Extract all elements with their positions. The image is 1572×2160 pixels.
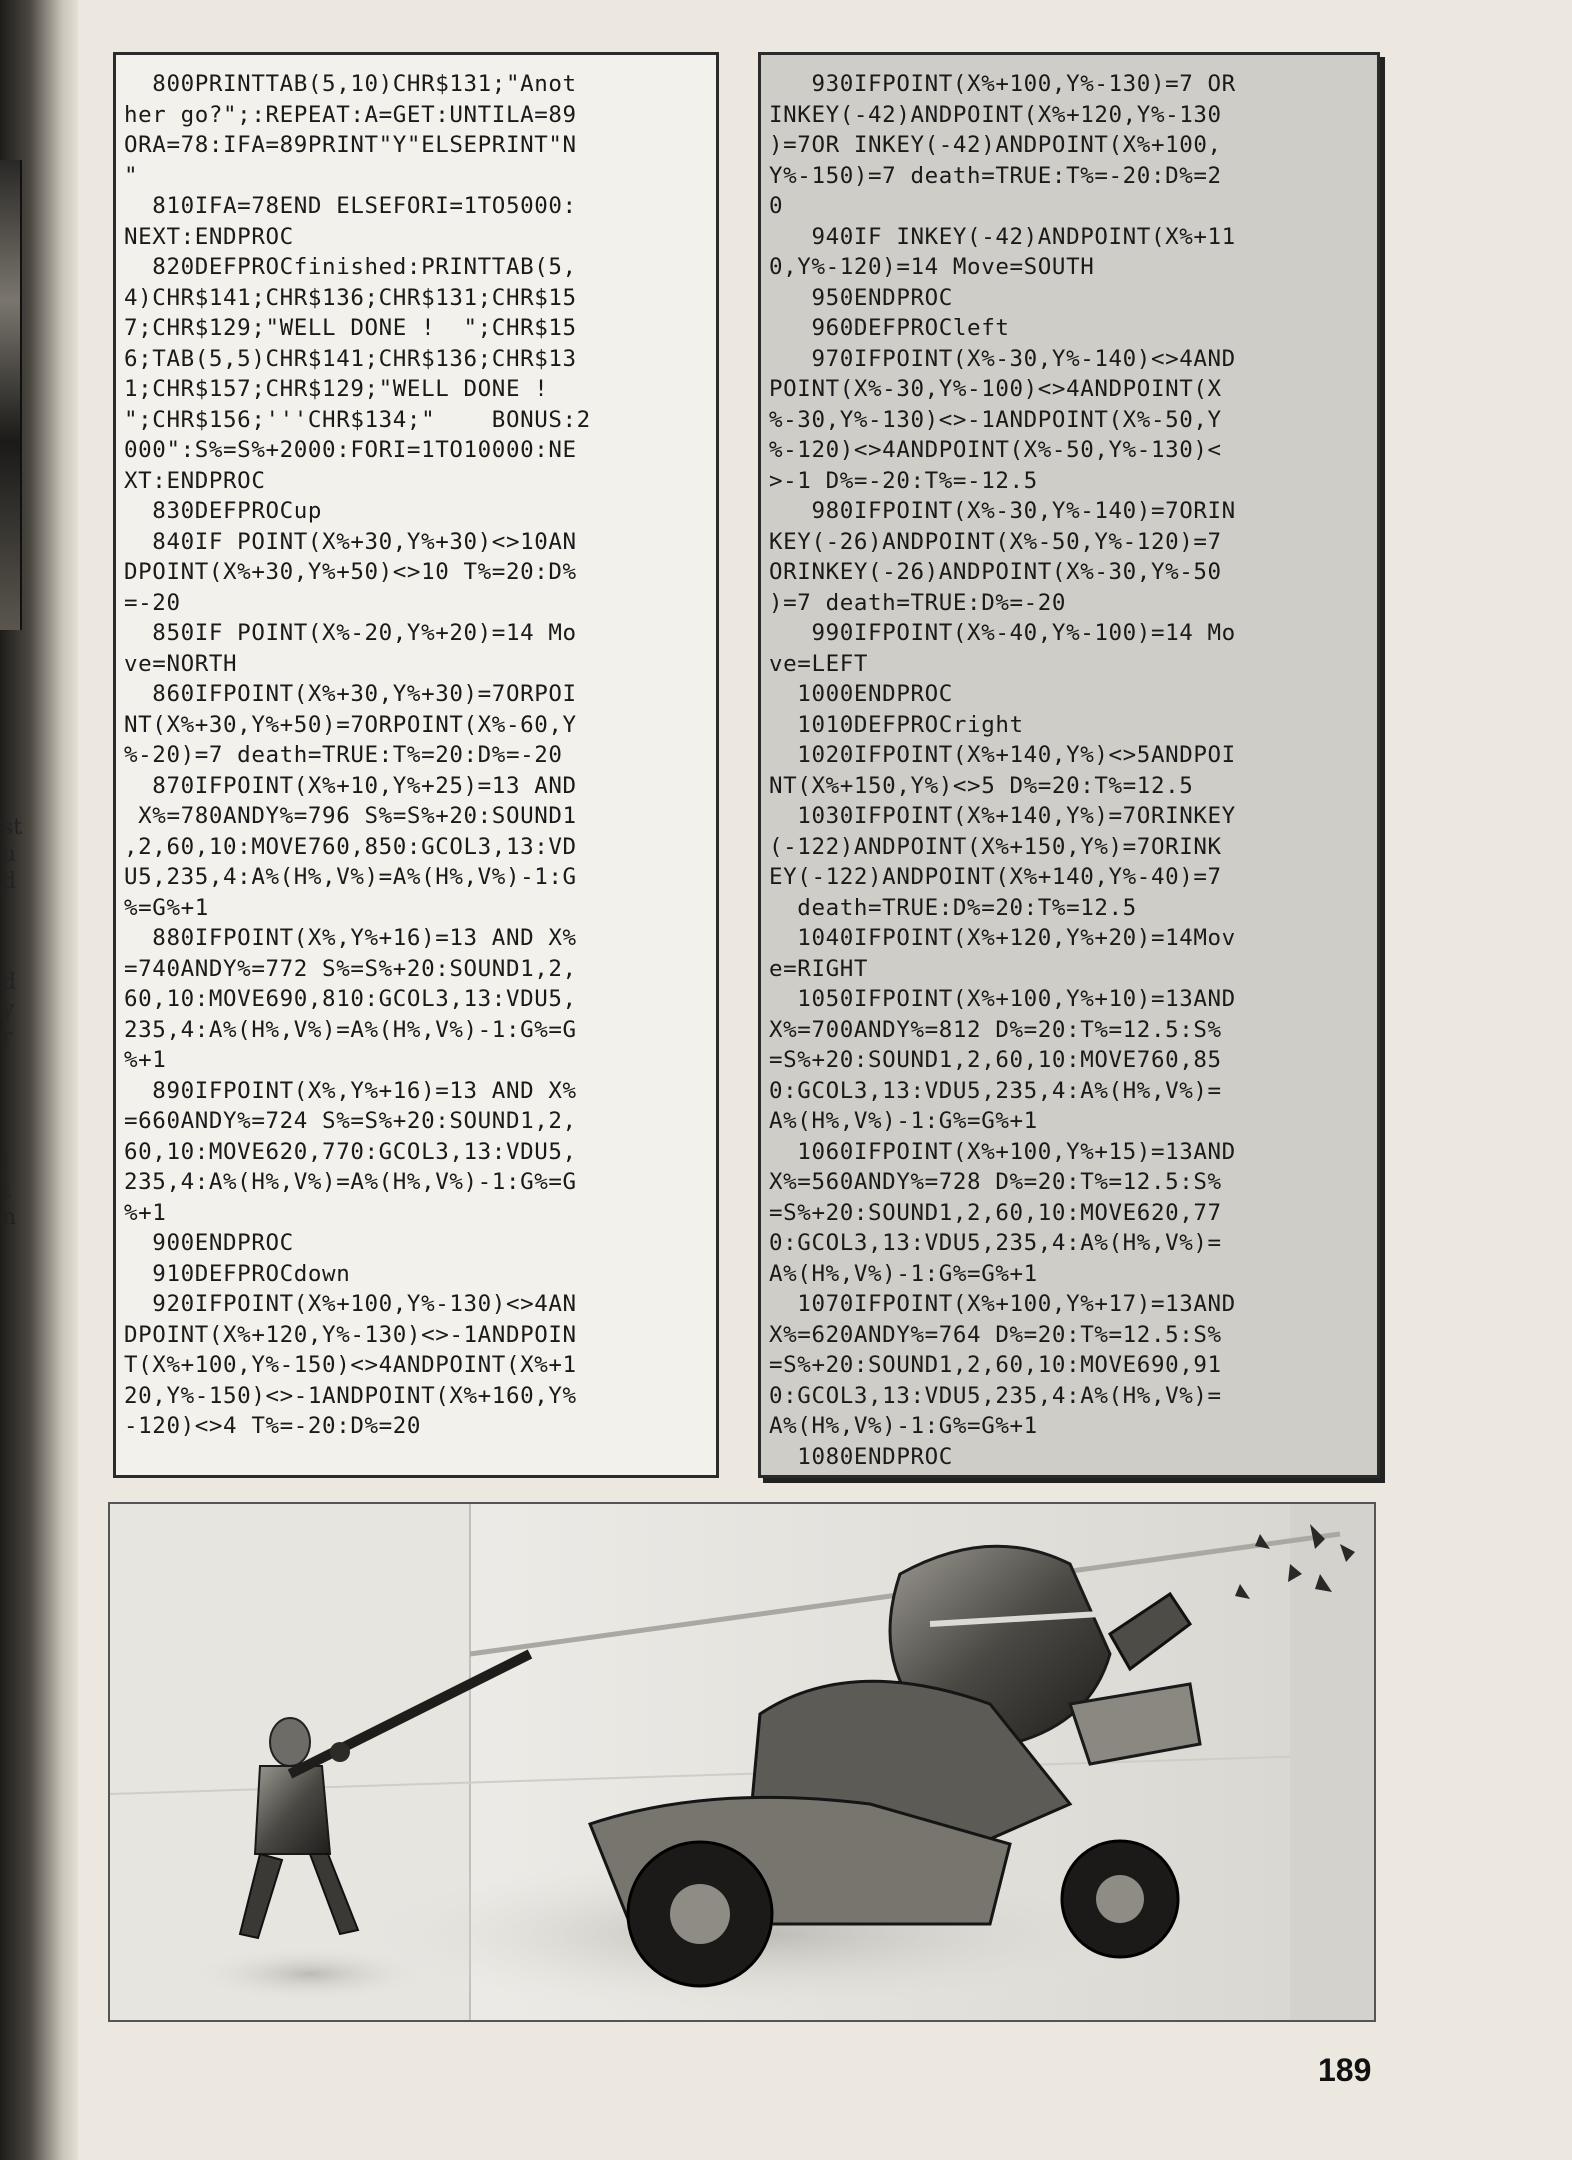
- right-code-line: 1040IFPOINT(X%+120,Y%+20)=14Mov: [769, 925, 1236, 951]
- right-code-line: 940IF INKEY(-42)ANDPOINT(X%+11: [769, 223, 1236, 250]
- right-code-line: 950ENDPROC: [769, 284, 953, 311]
- right-code-line: 1080ENDPROC: [769, 1443, 953, 1470]
- left-code-line: X%=780ANDY%=796 S%=S%+20:SOUND1: [124, 803, 577, 829]
- left-code-line: ,2,60,10:MOVE760,850:GCOL3,13:VD: [124, 833, 577, 860]
- right-code-line: Y%-150)=7 death=TRUE:T%=-20:D%=2: [769, 162, 1222, 189]
- right-code-line: 990IFPOINT(X%-40,Y%-100)=14 Mo: [769, 620, 1236, 646]
- left-code-line: U5,235,4:A%(H%,V%)=A%(H%,V%)-1:G: [124, 864, 577, 890]
- right-code-line: ORINKEY(-26)ANDPOINT(X%-30,Y%-50: [769, 559, 1222, 585]
- left-code-line: %=G%+1: [124, 894, 209, 921]
- left-code-line: ORA=78:IFA=89PRINT"Y"ELSEPRINT"N: [124, 132, 577, 158]
- right-code-line: NT(X%+150,Y%)<>5 D%=20:T%=12.5: [769, 772, 1194, 799]
- left-code-line: ";CHR$156;'''CHR$134;" BONUS:2: [124, 406, 591, 433]
- left-code-line: 870IFPOINT(X%+10,Y%+25)=13 AND: [124, 772, 577, 799]
- left-code-line: her go?";:REPEAT:A=GET:UNTILA=89: [124, 101, 577, 128]
- left-code-line: NT(X%+30,Y%+50)=7ORPOINT(X%-60,Y: [124, 711, 577, 738]
- right-code-line: 0: [769, 193, 784, 219]
- margin-text-fragment: d: [2, 970, 17, 995]
- left-code-line: 6;TAB(5,5)CHR$141;CHR$136;CHR$13: [124, 345, 577, 372]
- left-code-line: 60,10:MOVE620,770:GCOL3,13:VDU5,: [124, 1138, 577, 1165]
- left-code-line: XT:ENDPROC: [124, 467, 266, 494]
- right-code-line: 0:GCOL3,13:VDU5,235,4:A%(H%,V%)=: [769, 1382, 1222, 1409]
- right-code-line: 1070IFPOINT(X%+100,Y%+17)=13AND: [769, 1291, 1236, 1317]
- right-code-line: 970IFPOINT(X%-30,Y%-140)<>4AND: [769, 345, 1236, 372]
- right-code-line: X%=560ANDY%=728 D%=20:T%=12.5:S%: [769, 1169, 1222, 1195]
- code-listing-left-panel: [113, 52, 719, 1478]
- left-code-line: ve=NORTH: [124, 650, 238, 677]
- right-code-line: 960DEFPROCleft: [769, 315, 1010, 341]
- right-wall-panel: [1290, 1504, 1374, 2020]
- right-code-line: 980IFPOINT(X%-30,Y%-140)=7ORIN: [769, 498, 1236, 524]
- left-code-line: 1;CHR$157;CHR$129;"WELL DONE !: [124, 376, 549, 402]
- margin-text-fragment: u: [2, 842, 17, 867]
- right-code-line: ve=LEFT: [769, 650, 869, 677]
- right-code-line: )=7OR INKEY(-42)ANDPOINT(X%+100,: [769, 132, 1222, 158]
- margin-text-fragment: y: [2, 997, 15, 1022]
- left-code-line: DPOINT(X%+120,Y%-130)<>-1ANDPOIN: [124, 1321, 577, 1348]
- adjacent-page-photo-edge: [0, 160, 22, 630]
- left-code-line: 800PRINTTAB(5,10)CHR$131;"Anot: [124, 71, 577, 97]
- right-code-line: INKEY(-42)ANDPOINT(X%+120,Y%-130: [769, 101, 1222, 128]
- left-code-line: T(X%+100,Y%-150)<>4ANDPOINT(X%+1: [124, 1352, 577, 1378]
- left-code-line: 7;CHR$129;"WELL DONE ! ";CHR$15: [124, 315, 577, 341]
- margin-text-fragment: r: [2, 1025, 13, 1050]
- left-code-line: 840IF POINT(X%+30,Y%+30)<>10AN: [124, 528, 577, 555]
- right-code-line: A%(H%,V%)-1:G%=G%+1: [769, 1108, 1038, 1134]
- right-code-line: 0,Y%-120)=14 Move=SOUTH: [769, 254, 1095, 280]
- left-code-line: 820DEFPROCfinished:PRINTTAB(5,: [124, 254, 577, 280]
- left-code-line: 810IFA=78END ELSEFORI=1TO5000:: [124, 193, 577, 219]
- right-code-line: 1030IFPOINT(X%+140,Y%)=7ORINKEY: [769, 803, 1236, 829]
- right-code-line: 0:GCOL3,13:VDU5,235,4:A%(H%,V%)=: [769, 1230, 1222, 1256]
- right-code-line: 0:GCOL3,13:VDU5,235,4:A%(H%,V%)=: [769, 1077, 1222, 1104]
- right-code-line: %-30,Y%-130)<>-1ANDPOINT(X%-50,Y: [769, 406, 1222, 433]
- left-code-line: NEXT:ENDPROC: [124, 223, 294, 250]
- margin-text-fragment: l: [2, 1150, 10, 1175]
- margin-text-fragment: d: [2, 869, 17, 894]
- left-code-line: %+1: [124, 1199, 167, 1226]
- right-code-line: 1050IFPOINT(X%+100,Y%+10)=13AND: [769, 986, 1236, 1012]
- left-code-line: 920IFPOINT(X%+100,Y%-130)<>4AN: [124, 1291, 577, 1317]
- right-code-line: 1020IFPOINT(X%+140,Y%)<>5ANDPOI: [769, 742, 1236, 768]
- left-code-line: 20,Y%-150)<>-1ANDPOINT(X%+160,Y%: [124, 1382, 577, 1409]
- right-code-line: )=7 death=TRUE:D%=-20: [769, 589, 1067, 616]
- left-code-line: 890IFPOINT(X%,Y%+16)=13 AND X%: [124, 1077, 577, 1104]
- right-code-line: 1060IFPOINT(X%+100,Y%+15)=13AND: [769, 1138, 1236, 1165]
- right-code-line: A%(H%,V%)-1:G%=G%+1: [769, 1260, 1038, 1287]
- left-code-line: 4)CHR$141;CHR$136;CHR$131;CHR$15: [124, 284, 577, 311]
- left-code-line: 235,4:A%(H%,V%)=A%(H%,V%)-1:G%=G: [124, 1169, 577, 1195]
- left-code-line: 235,4:A%(H%,V%)=A%(H%,V%)-1:G%=G: [124, 1016, 577, 1043]
- left-code-line: 900ENDPROC: [124, 1230, 294, 1256]
- left-code-line: =740ANDY%=772 S%=S%+20:SOUND1,2,: [124, 955, 577, 982]
- left-code-line: DPOINT(X%+30,Y%+50)<>10 T%=20:D%: [124, 559, 577, 585]
- left-code-line: 850IF POINT(X%-20,Y%+20)=14 Mo: [124, 620, 577, 646]
- left-code-line: -120)<>4 T%=-20:D%=20: [124, 1413, 422, 1439]
- right-code-line: >-1 D%=-20:T%=-12.5: [769, 467, 1038, 494]
- margin-text-fragment: t: [2, 1178, 11, 1203]
- robot-battle-illustration: [108, 1502, 1376, 2022]
- page-number: 189: [1318, 2052, 1372, 2088]
- left-code-line: =660ANDY%=724 S%=S%+20:SOUND1,2,: [124, 1108, 577, 1134]
- left-code-line: ": [124, 162, 139, 189]
- left-code-line: =-20: [124, 589, 181, 616]
- right-code-line: =S%+20:SOUND1,2,60,10:MOVE760,85: [769, 1047, 1222, 1073]
- left-code-line: %-20)=7 death=TRUE:T%=20:D%=-20: [124, 742, 563, 768]
- right-code-line: POINT(X%-30,Y%-100)<>4ANDPOINT(X: [769, 376, 1222, 402]
- right-code-line: 1010DEFPROCright: [769, 711, 1024, 738]
- right-code-line: EY(-122)ANDPOINT(X%+140,Y%-40)=7: [769, 864, 1222, 890]
- left-code-line: %+1: [124, 1047, 167, 1073]
- right-code-line: 930IFPOINT(X%+100,Y%-130)=7 OR: [769, 71, 1236, 97]
- right-code-line: %-120)<>4ANDPOINT(X%-50,Y%-130)<: [769, 437, 1222, 463]
- right-code-line: e=RIGHT: [769, 955, 869, 982]
- right-code-line: X%=700ANDY%=812 D%=20:T%=12.5:S%: [769, 1016, 1222, 1043]
- right-code-line: 1000ENDPROC: [769, 681, 953, 707]
- right-code-line: death=TRUE:D%=20:T%=12.5: [769, 894, 1137, 921]
- left-code-line: 830DEFPROCup: [124, 498, 323, 524]
- left-code-line: 860IFPOINT(X%+30,Y%+30)=7ORPOI: [124, 681, 577, 707]
- right-code-line: X%=620ANDY%=764 D%=20:T%=12.5:S%: [769, 1321, 1222, 1348]
- right-code-line: KEY(-26)ANDPOINT(X%-50,Y%-120)=7: [769, 528, 1222, 555]
- code-listing-right-panel: [758, 52, 1380, 1478]
- left-code-line: 000":S%=S%+2000:FORI=1TO10000:NE: [124, 437, 577, 463]
- right-code-line: A%(H%,V%)-1:G%=G%+1: [769, 1413, 1038, 1439]
- left-code-line: 910DEFPROCdown: [124, 1260, 351, 1287]
- left-code-line: 60,10:MOVE690,810:GCOL3,13:VDU5,: [124, 986, 577, 1012]
- margin-text-fragment: n: [2, 1205, 17, 1230]
- left-code-line: 880IFPOINT(X%,Y%+16)=13 AND X%: [124, 925, 577, 951]
- right-code-line: =S%+20:SOUND1,2,60,10:MOVE690,91: [769, 1352, 1222, 1378]
- right-code-line: (-122)ANDPOINT(X%+150,Y%)=7ORINK: [769, 833, 1222, 860]
- right-code-line: =S%+20:SOUND1,2,60,10:MOVE620,77: [769, 1199, 1222, 1226]
- margin-text-fragment: st: [2, 815, 23, 840]
